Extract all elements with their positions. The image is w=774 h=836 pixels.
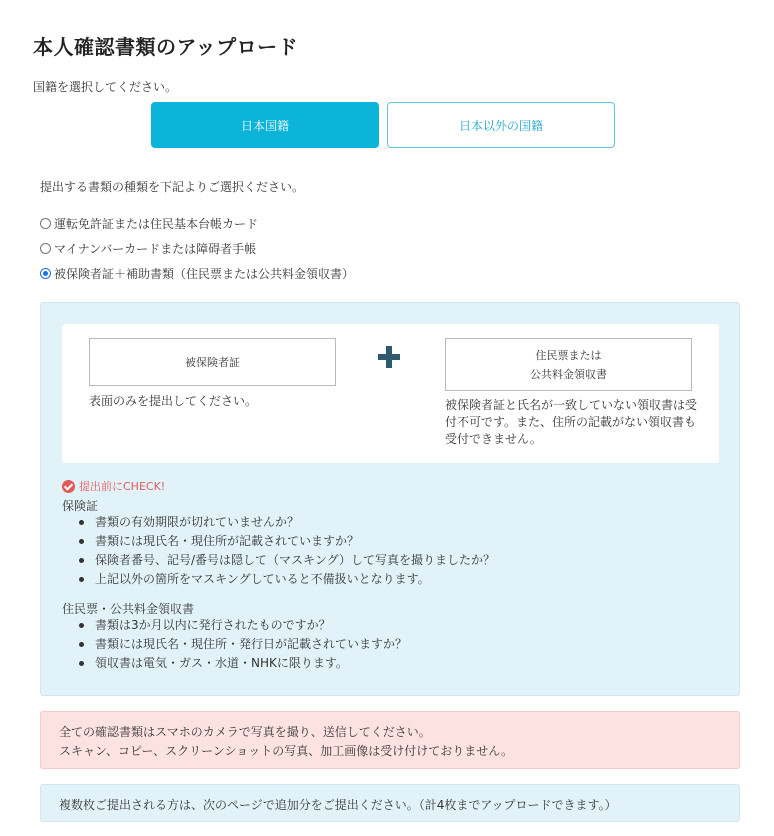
list-item: 領収書は電気・ガス・水道・NHKに限ります。: [79, 654, 407, 673]
check-circle-icon: [62, 480, 75, 493]
insurance-card-label: 被保険者証: [185, 355, 240, 369]
check-heading: [62, 478, 165, 494]
other-nationality-button[interactable]: 日本以外の国籍: [387, 102, 615, 148]
list-item: 保険者番号、記号/番号は隠して（マスキング）して写真を撮りましたか？: [79, 551, 495, 570]
insurance-checklist: [79, 513, 495, 589]
insurance-card-note: 表面のみを提出してください。: [89, 394, 258, 408]
bullet-icon: [79, 661, 84, 666]
bullet-icon: [79, 577, 84, 582]
check-label: 提出前にCHECK!: [79, 480, 166, 493]
radio-option-drivers-license[interactable]: [40, 215, 258, 232]
bullet-icon: [79, 558, 84, 563]
supplementary-label-line1: 住民票または: [535, 348, 602, 362]
insurance-checklist-heading: 保険証: [62, 499, 99, 513]
bullet-icon: [79, 539, 84, 544]
japanese-nationality-button[interactable]: 日本国籍: [151, 102, 379, 148]
bullet-icon: [79, 642, 84, 647]
radio-button[interactable]: [40, 243, 51, 254]
list-item: 書類には現氏名・現住所・発行日が記載されていますか？: [79, 635, 407, 654]
document-type-prompt: 提出する書類の種類を下記よりご選択ください。: [40, 180, 305, 194]
nationality-prompt: 国籍を選択してください。: [33, 80, 178, 94]
warning-line-1: 全ての確認書類はスマホのカメラで写真を撮り、送信してください。: [59, 725, 431, 739]
radio-label: 運転免許証または住民基本台帳カード: [54, 217, 259, 231]
receipt-checklist: [79, 616, 407, 673]
radio-option-insurance-card[interactable]: [40, 265, 354, 282]
page-title: 本人確認書類のアップロード: [33, 35, 299, 59]
list-item: 上記以外の箇所をマスキングしていると不備扱いとなります。: [79, 570, 495, 589]
photo-warning-panel: [40, 711, 740, 769]
document-combination-card: [62, 324, 719, 463]
bullet-icon: [79, 623, 84, 628]
supplementary-document-box: [445, 338, 692, 391]
receipt-checklist-heading: 住民票・公共料金領収書: [62, 602, 195, 616]
supplementary-label-line2: 公共料金領収書: [530, 367, 607, 381]
warning-line-2: スキャン、コピー、スクリーンショットの写真、加工画像は受け付けておりません。: [59, 744, 514, 758]
multiple-upload-note: 複数枚ご提出される方は、次のページで追加分をご提出ください。（計4枚までアップロードできます。）: [59, 798, 617, 812]
insurance-card-box: [89, 338, 336, 386]
supplementary-document-note: 被保険者証と氏名が一致していない領収書は受付不可です。また、住所の記載がない領収書も受付できません。: [445, 398, 698, 446]
radio-button[interactable]: [40, 218, 51, 229]
multiple-upload-note-panel: [40, 784, 740, 822]
document-info-panel: [40, 302, 740, 696]
list-item: 書類の有効期限が切れていませんか？: [79, 513, 495, 532]
radio-label: マイナンバーカードまたは障碍者手帳: [54, 242, 257, 256]
plus-icon: [378, 346, 400, 368]
list-item: 書類には現氏名・現住所が記載されていますか？: [79, 532, 495, 551]
list-item: 書類は3か月以内に発行されたものですか？: [79, 616, 407, 635]
radio-button-selected[interactable]: [40, 268, 51, 279]
radio-option-mynumber-card[interactable]: [40, 240, 256, 257]
radio-label: 被保険者証＋補助書類（住民票または公共料金領収書）: [54, 267, 355, 281]
bullet-icon: [79, 520, 84, 525]
